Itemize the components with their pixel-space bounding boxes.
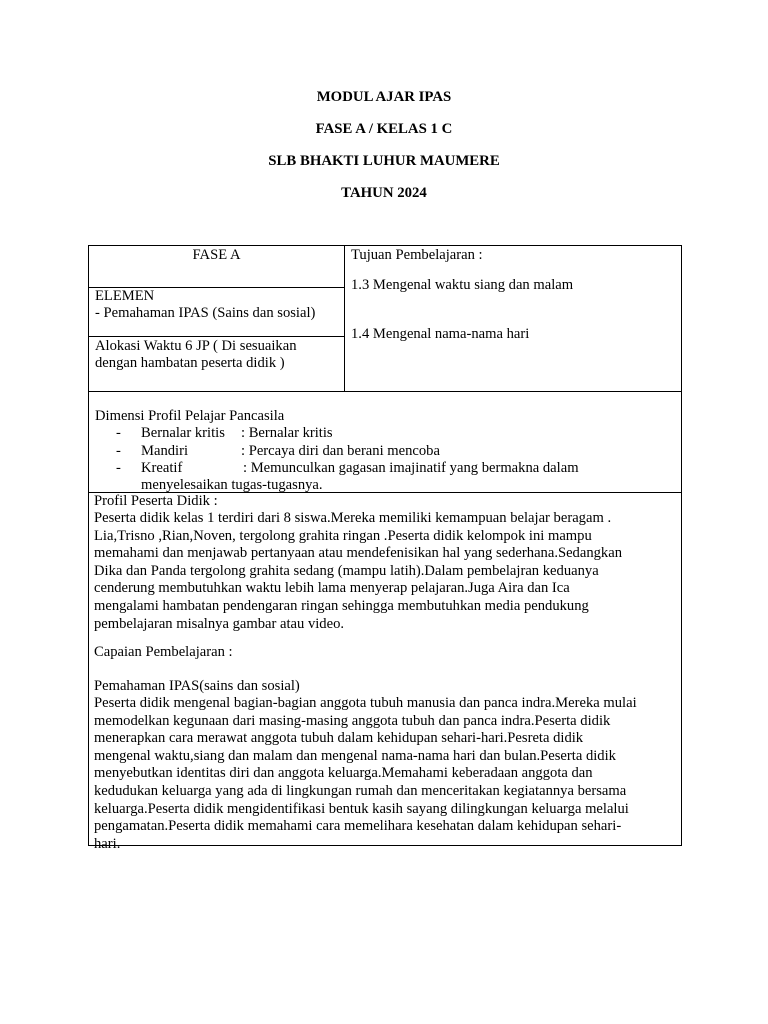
capaian-text: Peserta didik mengenal bagian-bagian anggota tubuh manusia dan panca indra.Mereka mulai memodelkan kegunaan dari masing-masing anggota tubuh dan panca indra.Peserta didik menerapkan cara merawat anggota tubuh dalam kehidupan sehari-hari.Pesreta didik mengenal waktu,siang dan malam dan mengenal nama-nama hari dan bulan.Peserta didik menyebutkan identitas diri dan anggota keluarga.Memahami keberadaan anggota dan kedudukan keluarga yang ada di lingkungan rumah dan menceritakan kegiatannya bersama keluarga.Peserta didik mengidentifikasi bentuk kasih sayang dilingkungan keluarga melalui pengamatan.Peserta didik memahami cara memelihara kesehatan dalam kehidupan sehari- hari. xyxy=(94,695,637,852)
tujuan-item-1: 1.3 Mengenal waktu siang dan malam xyxy=(351,277,574,293)
tujuan-title: Tujuan Pembelajaran : xyxy=(351,247,483,263)
row-divider xyxy=(89,391,681,392)
module-table: FASE A ELEMEN - Pemahaman IPAS (Sains dan sosial) Alokasi Waktu 6 JP ( Di sesuaikan dengan hambatan peserta didik ) Tujuan Pembelajaran : 1.3 Mengenal waktu siang dan malam 1.4 Mengenal nama-nama hari Dimensi Profil Pelajar Pancasila - Bernalar kritis : Bernalar kritis - Mandiri : Percaya diri dan berani mencoba - Kreatif : Memunculkan gagasan imajinatif yang bermakna dalam menyelesaikan tugas-tugasnya. Profil Peserta Didik : Peserta didik kelas 1 terdiri dari 8 siswa.Mereka memiliki kemampuan belajar beragam . Lia,Trisno ,Rian,Noven, tergolong grahita ringan .Peserta didik kelompok ini mampu memahami dan menjawab pertanyaan atau mendefenisikan hal yang sederhana.Sedangkan Dika dan Panda tergolong grahita sedang (mampu latih).Dalam pembelajran keduanya cenderung membutuhkan waktu lebih lama menyerap pelajaran.Juga Aira dan Ica mengalami hambatan pendengaran ringan sehingga membutuhkan media pendukung pembelajaran misalnya gambar atau video. Capaian Pembelajaran : Pemahaman IPAS(sains dan sosial) Peserta didik mengenal bagian-bagian anggota tubuh manusia dan panca indra.Mereka mulai memodelkan kegunaan dari masing-masing anggota tubuh dan panca indra.Peserta didik menerapkan cara merawat anggota tubuh dalam kehidupan sehari-hari.Pesreta didik mengenal waktu,siang dan malam dan mengenal nama-nama hari dan bulan.Peserta didik menyebutkan identitas diri dan anggota keluarga.Memahami keberadaan anggota dan kedudukan keluarga yang ada di lingkungan rumah dan menceritakan kegiatannya bersama keluarga.Peserta didik mengidentifikasi bentuk kasih sayang dilingkungan keluarga melalui pengamatan.Peserta didik memahami cara memelihara kesehatan dalam kehidupan sehari- hari. xyxy=(88,245,682,846)
column-divider xyxy=(344,246,345,391)
profil-text: Peserta didik kelas 1 terdiri dari 8 siswa.Mereka memiliki kemampuan belajar beragam . Lia,Trisno ,Rian,Noven, tergolong grahita ringan .Peserta didik kelompok ini mampu memahami dan menjawab pertanyaan atau mendefenisikan hal yang sederhana.Sedangkan Dika dan Panda tergolong grahita sedang (mampu latih).Dalam pembelajran keduanya cenderung membutuhkan waktu lebih lama menyerap pelajaran.Juga Aira dan Ica mengalami hambatan pendengaran ringan sehingga membutuhkan media pendukung pembelajaran misalnya gambar atau video. xyxy=(94,510,622,632)
document-title-block xyxy=(0,88,768,216)
profil-title: Profil Peserta Didik : xyxy=(94,493,218,509)
tujuan-item-2: 1.4 Mengenal nama-nama hari xyxy=(351,326,530,342)
elemen-value: - Pemahaman IPAS (Sains dan sosial) xyxy=(95,305,316,321)
row-divider xyxy=(89,336,344,337)
school-title: SLB BHAKTI LUHUR MAUMERE xyxy=(268,153,500,169)
fase-label: FASE A xyxy=(192,247,241,263)
alokasi-line-1: Alokasi Waktu 6 JP ( Di sesuaikan xyxy=(95,338,297,354)
elemen-title: ELEMEN xyxy=(95,288,155,304)
year-title: TAHUN 2024 xyxy=(341,185,427,201)
dimensi-continuation: menyelesaikan tugas-tugasnya. xyxy=(141,477,323,493)
capaian-subtitle: Pemahaman IPAS(sains dan sosial) xyxy=(94,678,300,694)
dimensi-title: Dimensi Profil Pelajar Pancasila xyxy=(95,408,285,424)
module-title: MODUL AJAR IPAS xyxy=(316,89,452,105)
phase-class-title: FASE A / KELAS 1 C xyxy=(315,121,453,137)
alokasi-line-2: dengan hambatan peserta didik ) xyxy=(95,355,285,371)
capaian-title: Capaian Pembelajaran : xyxy=(94,644,233,660)
